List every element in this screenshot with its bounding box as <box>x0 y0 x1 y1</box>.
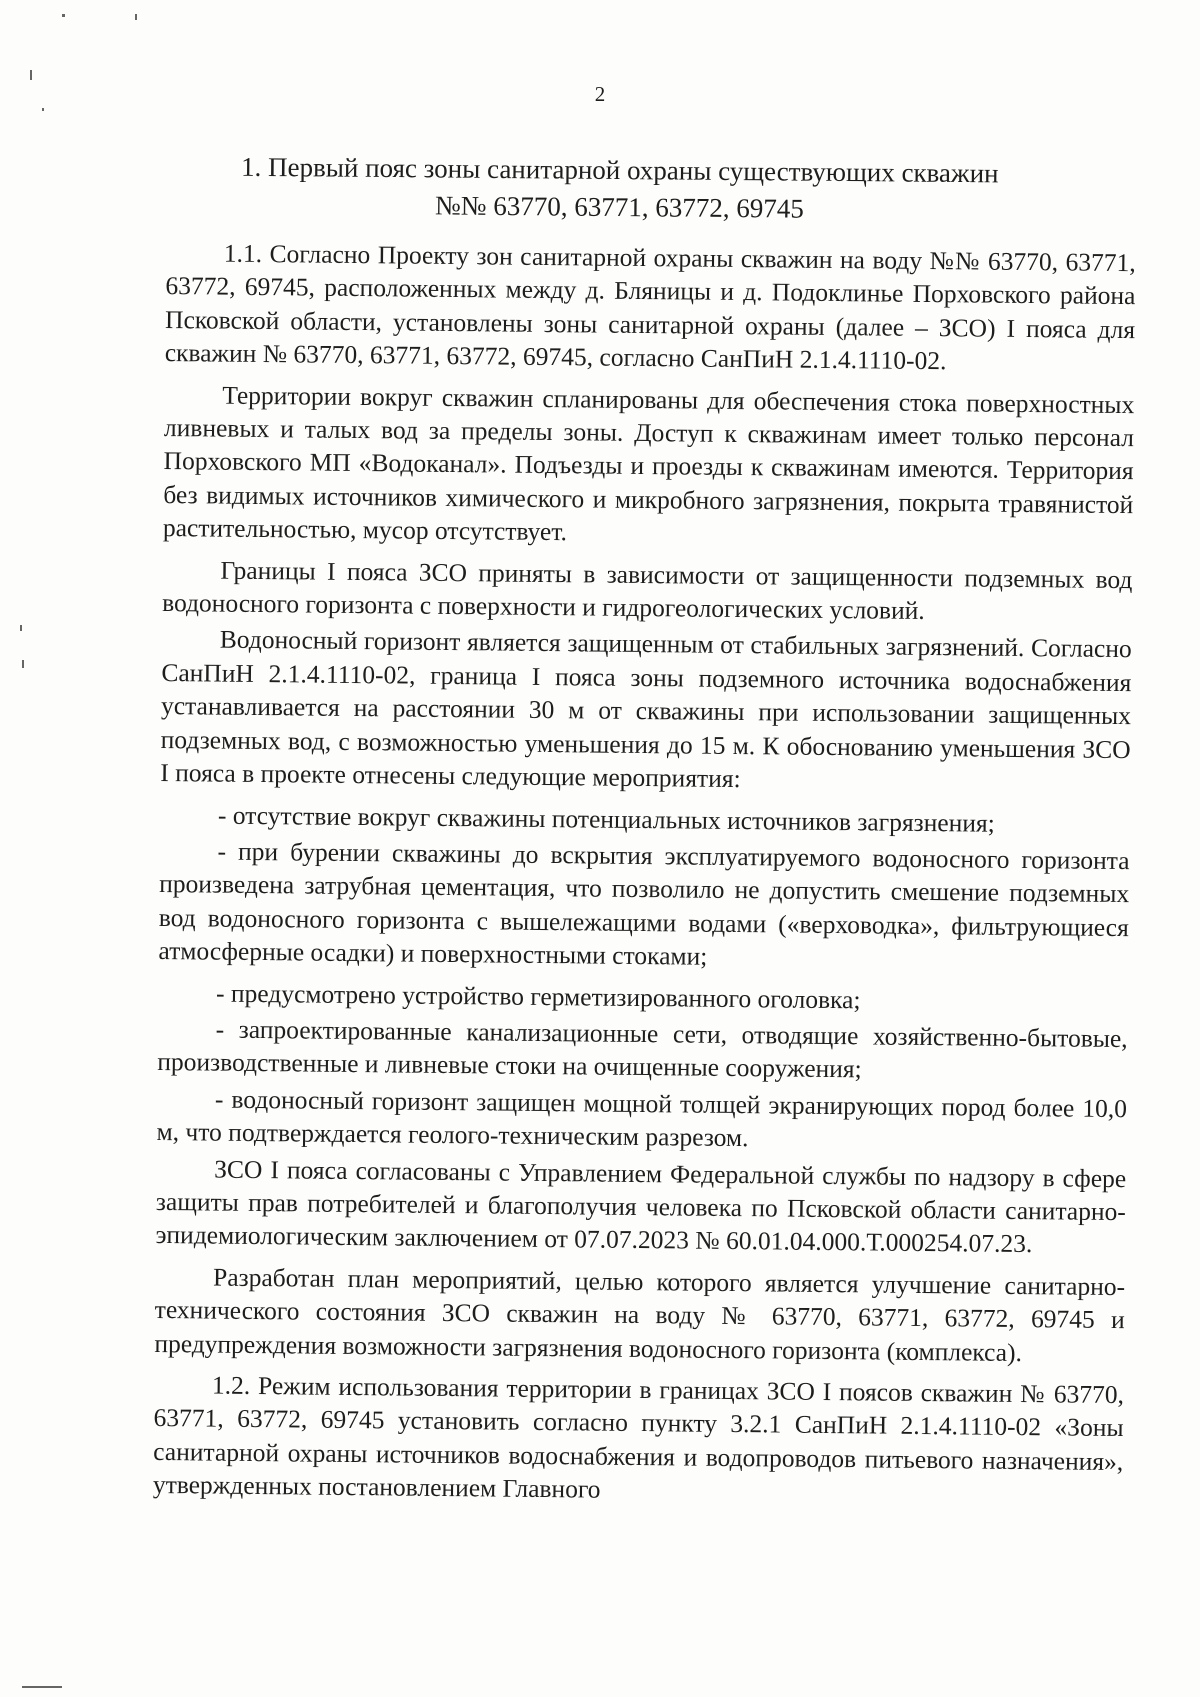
paragraph-territory: Территории вокруг скважин спланированы для обеспечения стока поверхностных ливневых и талых вод за пределы зоны. Доступ к скважинам имеет только персонал Порховского МП «Водоканал». Подъезды и проезды к скважинам имеются. Территория без видимых источников химического и микробного загрязнения, покрыта травянистой растительностью, мусор отсутствует. <box>162 380 1135 547</box>
section-heading <box>159 148 1080 230</box>
scan-speck <box>62 14 65 17</box>
paragraph-approval: ЗСО I пояса согласованы с Управлением Федеральной службы по надзору в сфере защиты прав потребителей и благополучия человека по Псковской области санитарно-эпидемиологическим заключением от 07.07.2023 № 60.01.04.000.Т.000254.07.23. <box>155 1154 1127 1259</box>
scan-speck <box>42 108 44 111</box>
paragraph-1-1: 1.1. Согласно Проекту зон санитарной охраны скважин на воду №№ 63770, 63771, 63772, 69745, расположенных между д. Бляницы и д. Подоклинье Порховского района Псковской области, установлены зоны санитарной охраны (далее – ЗСО) I пояса для скважин № 63770, 63771, 63772, 69745, согласно СанПиН 2.1.4.1110-02. <box>164 238 1136 376</box>
scan-speck <box>30 70 32 80</box>
list-item-sewer: - запроектированные канализационные сети, отводящие хозяйственно-бытовые, производственные и ливневые стоки на очищенные сооружения; <box>157 1014 1128 1084</box>
scan-speck <box>20 625 22 631</box>
heading-line-1: 1. Первый пояс зоны санитарной охраны существующих скважин <box>240 151 999 189</box>
scan-speck <box>22 660 24 668</box>
paragraph-aquifer: Водоносный горизонт является защищенным от стабильных загрязнений. Согласно СанПиН 2.1.4.1110-02, граница I пояса зоны подземного источника водоснабжения устанавливается на расстоянии 30 м от скважины при использовании защищенных подземных вод, с возможностью уменьшения до 15 м. К обоснованию уменьшения ЗСО I пояса в проекте отнесены следующие мероприятия: <box>160 625 1132 794</box>
scan-speck <box>22 1686 62 1688</box>
list-item-protected: - водоносный горизонт защищен мощной толщей экранирующих пород более 10,0 м, что подтверждается геолого-техническим разрезом. <box>156 1084 1128 1153</box>
list-item-wellhead: - предусмотрено устройство герметизированного оголовка; <box>215 978 861 1014</box>
page-number: 2 <box>594 82 606 106</box>
paragraph-boundaries: Границы I пояса ЗСО приняты в зависимости от защищенности подземных вод водоносного горизонта с поверхности и гидрогеологических условий. <box>162 555 1133 626</box>
paragraph-plan: Разработан план мероприятий, целью которого является улучшение санитарно-технического состояния ЗСО скважин на воду № 63770, 63771, 63772, 69745 и предупреждения возможности загрязнения водоносного горизонта (комплекса). <box>154 1262 1126 1367</box>
scan-speck <box>135 14 137 20</box>
list-item-cementation: - при бурении скважины до вскрытия эксплуатируемого водоносного горизонта произведена затрубная цементация, что позволило не допустить смешение подземных вод водоносного горизонта с вышележащими водами («верховодка», фильтрующиеся атмосферные осадки) и поверхностными стоками; <box>158 836 1130 971</box>
paragraph-1-2: 1.2. Режим использования территории в границах ЗСО I поясов скважин № 63770, 63771, 63772, 69745 установить согласно пункту 3.2.1 СанПиН 2.1.4.1110-02 «Зоны санитарной охраны источников водоснабжения и водопроводов питьевого назначения», утвержденных постановлением Главного <box>152 1370 1125 1504</box>
heading-line-2: №№ 63770, 63771, 63772, 69745 <box>434 190 805 224</box>
list-item-no-sources: - отсутствие вокруг скважины потенциальных источников загрязнения; <box>217 800 995 838</box>
document-body <box>153 236 1136 1515</box>
